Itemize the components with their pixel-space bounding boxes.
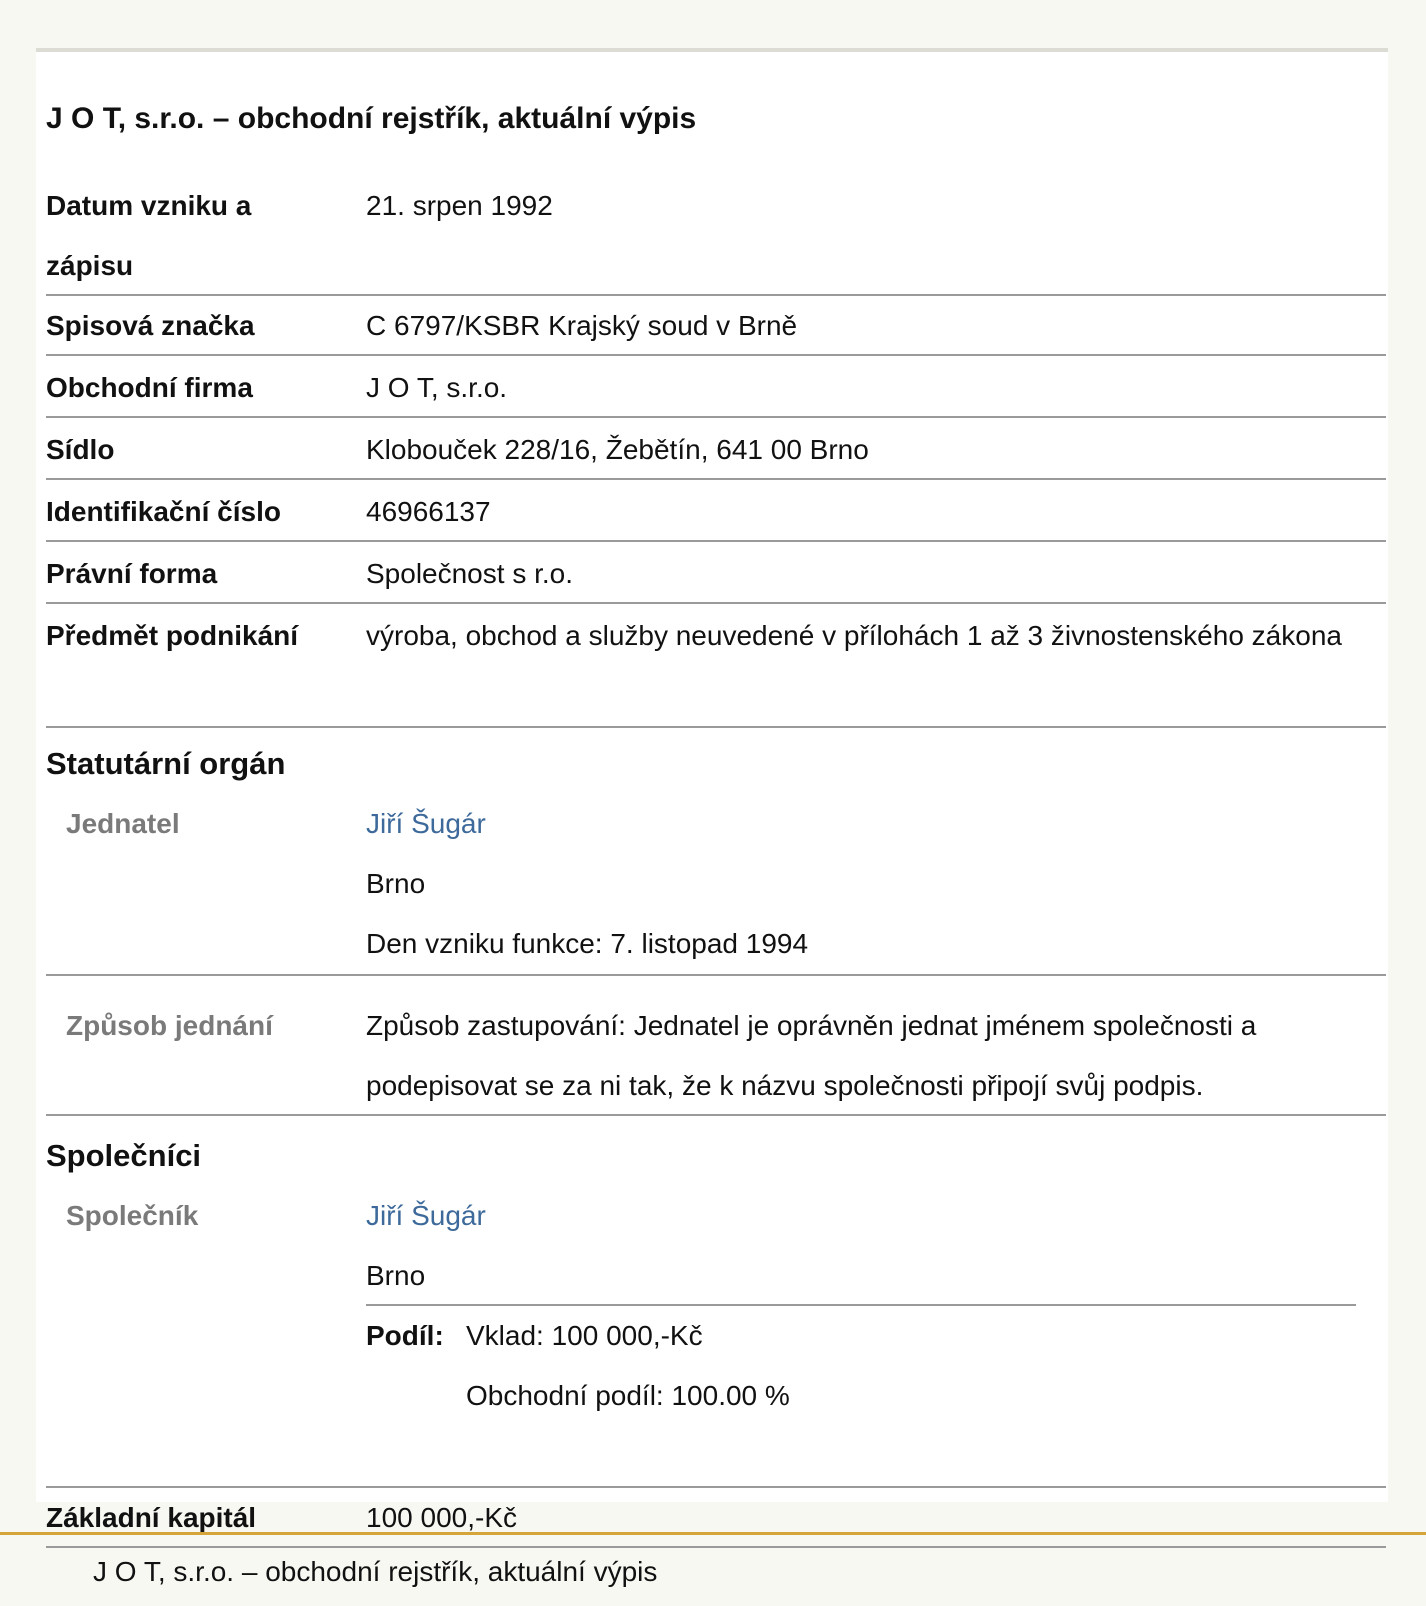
value-datum-vzniku: 21. srpen 1992 [366, 190, 553, 221]
row-spolecnik [46, 1186, 1386, 1488]
spolecnik-name-link[interactable]: Jiří Šugár [366, 1200, 486, 1231]
value-zpusob-jednani: Způsob zastupování: Jednatel je oprávněn jednat jménem společnosti a podepisovat se za ni tak, že k názvu společnosti připojí svůj podpis. [366, 1010, 1257, 1101]
value-pravni-forma: Společnost s r.o. [366, 558, 574, 589]
label-sidlo: Sídlo [46, 434, 115, 465]
jednatel-city: Brno [366, 868, 426, 899]
row-ico [46, 482, 1386, 542]
value-zakladni-kapital: 100 000,-Kč [366, 1502, 517, 1533]
footer-caption: J O T, s.r.o. – obchodní rejstřík, aktuální výpis [93, 1556, 658, 1587]
value-spisova-znacka: C 6797/KSBR Krajský soud v Brně [366, 310, 798, 341]
label-obchodni-firma: Obchodní firma [46, 372, 253, 403]
row-zpusob-jednani [46, 996, 1386, 1116]
label-zpusob-jednani: Způsob jednání [66, 1010, 273, 1041]
label-pravni-forma: Právní forma [46, 558, 218, 589]
label-predmet-podnikani: Předmět podnikání [46, 620, 299, 651]
label-datum-vzniku: Datum vzniku a zápisu [46, 190, 252, 281]
page-title: J O T, s.r.o. – obchodní rejstřík, aktuální výpis [46, 102, 697, 135]
row-datum-vzniku [46, 176, 1386, 296]
value-predmet-podnikani: výroba, obchod a služby neuvedené v přílohách 1 až 3 živnostenského zákona [366, 620, 1342, 651]
row-pravni-forma [46, 544, 1386, 604]
label-ico: Identifikační číslo [46, 496, 281, 527]
footer-divider [0, 1532, 1426, 1535]
label-jednatel: Jednatel [66, 808, 180, 839]
label-spisova-znacka: Spisová značka [46, 310, 255, 341]
podil-vklad: Vklad: 100 000,-Kč [466, 1320, 703, 1351]
row-jednatel [46, 794, 1386, 976]
section-spolecnici: Společníci [46, 1138, 202, 1173]
spolecnik-city: Brno [366, 1260, 426, 1291]
jednatel-name-link[interactable]: Jiří Šugár [366, 808, 486, 839]
value-podil [466, 1306, 790, 1426]
value-jednatel [366, 794, 1346, 974]
label-spolecnik: Společník [66, 1200, 199, 1231]
label-zakladni-kapital: Základní kapitál [46, 1502, 257, 1533]
value-sidlo: Klobouček 228/16, Žebětín, 641 00 Brno [366, 434, 869, 465]
podil-obchodni: Obchodní podíl: 100.00 % [466, 1380, 790, 1411]
row-spisova-znacka [46, 296, 1386, 356]
value-ico: 46966137 [366, 496, 491, 527]
section-statutarni-organ: Statutární orgán [46, 746, 286, 781]
value-spolecnik [366, 1186, 1346, 1306]
row-zakladni-kapital [46, 1488, 1386, 1548]
row-obchodni-firma [46, 358, 1386, 418]
registry-card [36, 48, 1388, 1533]
label-podil: Podíl: [366, 1320, 444, 1351]
jednatel-since: Den vzniku funkce: 7. listopad 1994 [366, 928, 809, 959]
value-obchodni-firma: J O T, s.r.o. [366, 372, 508, 403]
row-predmet-podnikani [46, 606, 1386, 728]
row-sidlo [46, 420, 1386, 480]
